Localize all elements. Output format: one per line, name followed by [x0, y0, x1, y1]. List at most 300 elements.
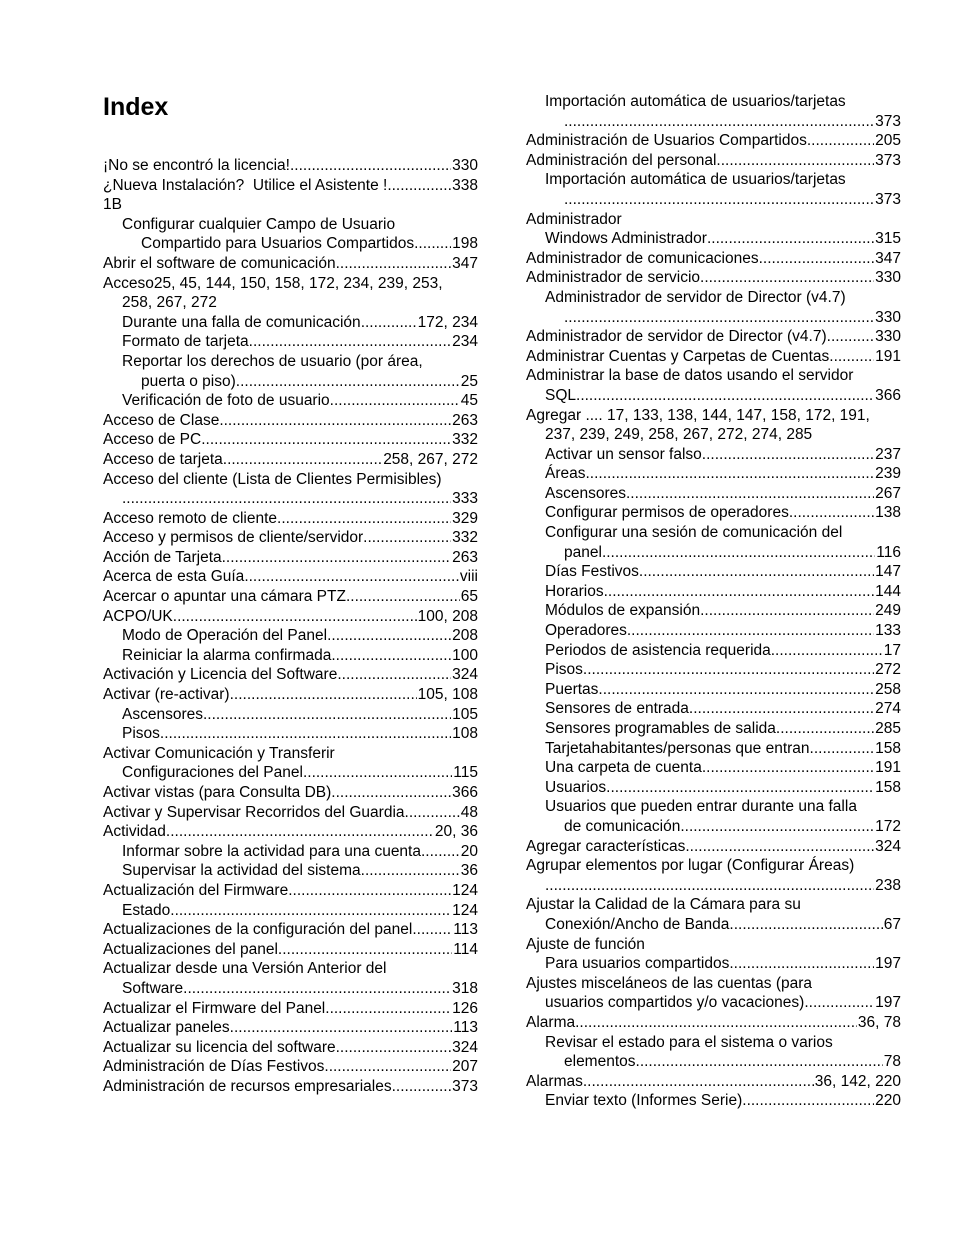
entry-text: Activación y Licencia del Software	[103, 666, 338, 684]
page-number: 197	[875, 994, 901, 1012]
page-number: 285	[875, 720, 901, 737]
dot-leader	[685, 837, 874, 857]
index-entry	[103, 195, 478, 215]
index-entry	[103, 685, 478, 705]
dot-leader	[689, 699, 874, 719]
dot-leader	[160, 724, 451, 744]
index-subentry	[526, 582, 901, 602]
entry-text: Enviar texto (Informes Serie)	[545, 1092, 743, 1110]
dot-leader	[639, 562, 874, 582]
entry-text: panel	[564, 543, 602, 561]
entry-text: Para usuarios compartidos	[545, 955, 730, 973]
index-subentry	[526, 954, 901, 974]
dot-leader	[680, 817, 874, 837]
dot-leader	[636, 1052, 883, 1072]
dot-leader	[166, 822, 434, 842]
index-entry	[103, 567, 478, 587]
page-number: 197	[875, 955, 901, 973]
index-subentry	[526, 797, 901, 836]
dot-leader	[361, 313, 417, 333]
page-number: 205	[875, 132, 901, 150]
index-entry	[103, 881, 478, 901]
page-number: 100, 208	[417, 607, 478, 625]
entry-text: Actualizar su licencia del software	[103, 1038, 336, 1056]
entry-text: Usuarios	[545, 778, 607, 796]
dot-leader	[392, 1077, 452, 1097]
index-entry	[103, 1077, 478, 1097]
page-number: 105, 108	[417, 686, 478, 704]
entry-text: Acceso de tarjeta	[103, 450, 223, 468]
entry-text: Administrador de servidor de Director (v4.7)	[545, 288, 846, 306]
entry-text: Modo de Operación del Panel	[122, 627, 328, 645]
dot-leader	[606, 778, 874, 798]
index-subentry	[526, 92, 901, 131]
page-number: 373	[875, 190, 901, 208]
dot-leader	[583, 660, 874, 680]
dot-leader	[586, 464, 875, 484]
page-number: 36, 78	[857, 1013, 901, 1031]
entry-text: Software	[122, 979, 184, 997]
dot-leader	[759, 249, 875, 269]
page-number: 116	[876, 543, 901, 561]
page-number: 267	[875, 484, 901, 502]
entry-text: usuarios compartidos y/o vacaciones)	[545, 994, 805, 1012]
page-number: 330	[875, 269, 901, 287]
page-number: 332	[452, 431, 478, 449]
entry-text: Administrador de servicio	[526, 269, 701, 287]
entry-text: Alarmas	[526, 1072, 583, 1090]
index-subentry	[103, 861, 478, 881]
page-number: 263	[452, 411, 478, 429]
index-column-left	[103, 156, 478, 1097]
dot-leader	[173, 607, 417, 627]
dot-leader	[405, 803, 460, 823]
index-subentry	[103, 724, 478, 744]
index-entry	[103, 822, 478, 842]
index-entry	[103, 665, 478, 685]
entry-text: Formato de tarjeta	[122, 333, 249, 351]
index-subentry	[103, 313, 478, 333]
page-number: 105	[452, 705, 478, 723]
index-subentry	[103, 626, 478, 646]
entry-text: Módulos de expansión	[545, 602, 701, 620]
entry-text: Acerca de esta Guía	[103, 568, 245, 586]
dot-leader	[771, 641, 883, 661]
entry-text: Acceso del cliente (Lista de Clientes Permisibles)	[103, 470, 442, 488]
index-entry	[103, 254, 478, 274]
index-subentry	[526, 170, 901, 209]
dot-leader	[222, 548, 452, 568]
page-number: 147	[875, 563, 901, 581]
page-number: 113	[453, 921, 478, 939]
dot-leader	[729, 915, 882, 935]
dot-leader	[122, 489, 451, 509]
dot-leader	[290, 156, 451, 176]
dot-leader	[331, 646, 451, 666]
page-number: 373	[875, 112, 901, 130]
entry-text: Actualizar desde una Versión Anterior del	[103, 960, 387, 978]
entry-text: Periodos de asistencia requerida	[545, 641, 771, 659]
entry-text: Acceso25, 45, 144, 150, 158, 172, 234, 239, 253,	[103, 274, 443, 292]
entry-text: Verificación de foto de usuario	[122, 392, 330, 410]
dot-leader	[336, 1038, 452, 1058]
entry-text: Revisar el estado para el sistema o varios	[545, 1033, 833, 1051]
index-entry	[526, 268, 901, 288]
index-entry	[103, 450, 478, 470]
page-number: 258	[875, 680, 901, 698]
entry-text: Actualizaciones de la configuración del panel	[103, 921, 413, 939]
index-entry	[103, 430, 478, 450]
entry-text: Una carpeta de cuenta	[545, 759, 702, 777]
page-number: 366	[875, 386, 901, 404]
entry-text: Importación automática de usuarios/tarjetas	[545, 93, 846, 110]
dot-leader	[742, 1091, 874, 1111]
page-number: 48	[460, 803, 478, 821]
entry-text: Reiniciar la alarma confirmada	[122, 646, 332, 664]
entry-text: de comunicación	[564, 817, 681, 835]
dot-leader	[278, 940, 452, 960]
page-number: 108	[452, 725, 478, 743]
index-entry	[526, 406, 901, 445]
page-number: 158	[875, 778, 901, 796]
page-number: 36	[460, 862, 478, 880]
entry-text: Actividad	[103, 823, 166, 841]
index-subentry	[526, 778, 901, 798]
dot-leader	[223, 450, 382, 470]
entry-text: Administración del personal	[526, 151, 717, 169]
page-number: 258, 267, 272	[383, 450, 478, 468]
page-number: 65	[460, 588, 478, 606]
index-subentry	[526, 503, 901, 523]
entry-text: Abrir el software de comunicación	[103, 254, 336, 272]
entry-text: Informar sobre la actividad para una cuenta	[122, 842, 421, 860]
page-number: 238	[875, 876, 901, 894]
page-number: 191	[875, 347, 901, 365]
page-number: 144	[875, 582, 901, 600]
entry-text: Acceso de PC	[103, 431, 202, 449]
entry-text: Acción de Tarjeta	[103, 548, 222, 566]
index-subentry	[526, 739, 901, 759]
index-subentry	[526, 445, 901, 465]
index-entry	[103, 607, 478, 627]
index-entry	[526, 895, 901, 934]
dot-leader	[363, 528, 451, 548]
entry-text: Activar (re-activar)	[103, 686, 230, 704]
dot-leader	[700, 601, 874, 621]
page-number: 133	[875, 622, 901, 640]
index-subentry	[526, 288, 901, 327]
dot-leader	[325, 999, 451, 1019]
index-subentry	[526, 1091, 901, 1111]
index-subentry	[526, 758, 901, 778]
page-number: 67	[883, 915, 901, 933]
index-entry	[526, 837, 901, 857]
page-number: 272	[875, 661, 901, 679]
entry-text: 237, 239, 249, 258, 267, 272, 274, 285	[545, 426, 813, 444]
entry-text: Agregar características	[526, 837, 686, 855]
dot-leader	[244, 567, 459, 587]
index-subentry	[103, 705, 478, 725]
page-number: 324	[875, 837, 901, 855]
entry-text: Acceso remoto de cliente	[103, 509, 278, 527]
page-number: 17	[883, 641, 901, 659]
index-entry	[526, 347, 901, 367]
index-entry	[103, 744, 478, 783]
page-number: 366	[452, 784, 478, 801]
entry-text: elementos	[564, 1053, 636, 1071]
entry-text: Configurar una sesión de comunicación del	[545, 524, 843, 542]
entry-text: Administrador de comunicaciones	[526, 249, 759, 267]
dot-leader	[700, 268, 874, 288]
entry-text: Pisos	[545, 661, 583, 679]
dot-leader	[387, 176, 451, 196]
dot-leader	[702, 758, 874, 778]
entry-text: Configurar cualquier Campo de Usuario	[122, 215, 396, 233]
entry-text: Reportar los derechos de usuario (por área,	[122, 352, 423, 370]
entry-text: Activar vistas (para Consulta DB)	[103, 784, 332, 801]
entry-text: Acceso de Clase	[103, 411, 220, 429]
index-entry	[526, 327, 901, 347]
index-entry	[526, 1013, 901, 1033]
dot-leader	[303, 763, 452, 783]
entry-text: Días Festivos	[545, 563, 639, 581]
index-entry	[103, 587, 478, 607]
index-entry	[103, 470, 478, 509]
dot-leader	[249, 332, 451, 352]
page-number: 220	[875, 1092, 901, 1110]
index-entry	[526, 935, 901, 955]
entry-text: Acercar o apuntar una cámara PTZ	[103, 588, 346, 606]
index-subentry	[526, 562, 901, 582]
dot-leader	[545, 876, 874, 896]
entry-text: Compartido para Usuarios Compartidos	[141, 235, 415, 253]
index-entry	[103, 803, 478, 823]
dot-leader	[729, 954, 874, 974]
entry-text: Acceso y permisos de cliente/servidor	[103, 529, 364, 547]
page-number: 332	[452, 529, 478, 547]
page-number: 114	[453, 940, 478, 958]
index-subentry	[526, 680, 901, 700]
page-number: 172	[875, 817, 901, 835]
dot-leader	[804, 993, 874, 1013]
page-number: 347	[452, 254, 478, 272]
entry-text: Importación automática de usuarios/tarjetas	[545, 171, 846, 189]
entry-text: Administrador	[526, 210, 622, 228]
entry-text: 258, 267, 272	[122, 294, 217, 312]
entry-text: Administrar la base de datos usando el servidor	[526, 367, 854, 385]
page-number: 208	[452, 627, 478, 645]
page-number: 172, 234	[417, 313, 478, 331]
index-subentry	[526, 523, 901, 562]
entry-text: Administrar Cuentas y Carpetas de Cuentas	[526, 347, 830, 365]
dot-leader	[230, 685, 417, 705]
entry-text: Actualizaciones del panel	[103, 940, 278, 958]
index-subentry	[526, 719, 901, 739]
entry-text: Agregar .... 17, 133, 138, 144, 147, 158, 172, 191,	[526, 406, 870, 424]
index-entry	[526, 1072, 901, 1092]
entry-text: Actualizar paneles	[103, 1019, 230, 1037]
page-number: viii	[459, 568, 478, 586]
entry-text: Ascensores	[122, 705, 203, 723]
entry-text: Áreas	[545, 465, 586, 483]
page-number: 338	[452, 176, 478, 194]
index-subentry	[103, 332, 478, 352]
dot-leader	[201, 430, 451, 450]
index-entry	[103, 959, 478, 998]
dot-leader	[564, 190, 874, 210]
index-entry	[103, 411, 478, 431]
dot-leader	[346, 587, 460, 607]
entry-text: Activar y Supervisar Recorridos del Guardia	[103, 803, 405, 821]
entry-text: Administración de Usuarios Compartidos	[526, 132, 807, 150]
dot-leader	[203, 705, 451, 725]
index-entry	[103, 1018, 478, 1038]
entry-text: Agrupar elementos por lugar (Configurar Áreas)	[526, 857, 855, 875]
dot-leader	[421, 842, 460, 862]
entry-text: Estado	[122, 901, 171, 919]
index-entry	[526, 151, 901, 171]
index-subentry	[103, 646, 478, 666]
index-subentry	[526, 1033, 901, 1072]
page-number: 191	[875, 759, 901, 777]
entry-text: Activar un sensor falso	[545, 445, 702, 463]
dot-leader	[810, 739, 875, 759]
page-number: 330	[875, 328, 901, 346]
dot-leader	[604, 582, 875, 602]
dot-leader	[324, 1057, 451, 1077]
page-number: 324	[452, 666, 478, 684]
page-number: 20, 36	[434, 823, 478, 841]
index-entry	[103, 509, 478, 529]
dot-leader	[576, 386, 874, 406]
dot-leader	[564, 308, 874, 328]
page-number: 126	[452, 999, 478, 1017]
index-entry	[103, 1038, 478, 1058]
index-subentry	[526, 464, 901, 484]
index-entry	[103, 1057, 478, 1077]
index-entry	[526, 856, 901, 895]
entry-text: Sensores programables de salida	[545, 720, 776, 737]
dot-leader	[598, 680, 874, 700]
page-number: 274	[875, 700, 901, 718]
dot-leader	[716, 151, 874, 171]
page-number: 315	[875, 230, 901, 248]
entry-text: ¿Nueva Instalación? Utilice el Asistente !	[103, 176, 388, 194]
page-number: 78	[883, 1053, 901, 1071]
page-number: 249	[875, 602, 901, 620]
index-subentry	[526, 484, 901, 504]
index-entry	[103, 528, 478, 548]
dot-leader	[183, 979, 451, 999]
page-number: 373	[875, 151, 901, 169]
page-number: 113	[453, 1019, 478, 1037]
page-number: 36, 142, 220	[814, 1072, 901, 1090]
index-subentry	[103, 391, 478, 411]
dot-leader	[564, 112, 874, 132]
page-number: 124	[452, 881, 478, 899]
index-entry	[103, 940, 478, 960]
index-entry	[103, 920, 478, 940]
index-subentry	[526, 621, 901, 641]
entry-text: Operadores	[545, 622, 627, 640]
index-entry	[526, 131, 901, 151]
page-number: 115	[453, 764, 478, 782]
index-subentry	[526, 601, 901, 621]
dot-leader	[412, 920, 452, 940]
index-entry	[103, 176, 478, 196]
index-entry	[526, 366, 901, 405]
index-subentry	[103, 352, 478, 391]
dot-leader	[583, 1072, 814, 1092]
dot-leader	[807, 131, 874, 151]
index-subentry	[526, 699, 901, 719]
index-entry	[526, 210, 901, 230]
entry-text: Administración de recursos empresariales	[103, 1077, 392, 1095]
index-entry	[526, 974, 901, 1013]
dot-leader	[330, 391, 460, 411]
entry-text: 1B	[103, 196, 122, 214]
dot-leader	[575, 1013, 857, 1033]
index-subentry	[103, 901, 478, 921]
dot-leader	[627, 621, 874, 641]
page-number: 25	[460, 372, 478, 390]
page-number: 45	[460, 392, 478, 410]
entry-text: Actualización del Firmware	[103, 881, 289, 899]
entry-text: Supervisar la actividad del sistema	[122, 862, 361, 880]
index-subentry	[103, 215, 478, 254]
page-number: 100	[452, 646, 478, 664]
dot-leader	[230, 1018, 453, 1038]
page-number: 237	[875, 445, 901, 463]
page-number: 239	[875, 465, 901, 483]
page-number: 158	[875, 739, 901, 757]
dot-leader	[361, 861, 460, 881]
page-number: 20	[460, 842, 478, 860]
dot-leader	[288, 881, 451, 901]
index-entry	[526, 249, 901, 269]
dot-leader	[336, 254, 452, 274]
entry-text: Ajustes misceláneos de las cuentas (para	[526, 974, 813, 992]
entry-text: Sensores de entrada	[545, 700, 689, 718]
page-number: 263	[452, 548, 478, 566]
index-entry	[103, 274, 478, 313]
dot-leader	[829, 347, 874, 367]
page-number: 329	[452, 509, 478, 527]
page-number: 330	[875, 308, 901, 326]
index-subentry	[103, 842, 478, 862]
page-number: 234	[452, 333, 478, 351]
entry-text: Alarma	[526, 1013, 576, 1031]
index-entry	[103, 999, 478, 1019]
dot-leader	[277, 509, 451, 529]
entry-text: Usuarios que pueden entrar durante una falla	[545, 798, 857, 816]
entry-text: Pisos	[122, 725, 160, 743]
entry-text: SQL	[545, 386, 577, 404]
entry-text: Windows Administrador	[545, 230, 707, 248]
page-number: 333	[452, 490, 478, 508]
page-number: 347	[875, 249, 901, 267]
dot-leader	[331, 783, 451, 803]
dot-leader	[827, 327, 874, 347]
dot-leader	[236, 372, 460, 392]
entry-text: Actualizar el Firmware del Panel	[103, 999, 326, 1017]
page-number: 124	[452, 901, 478, 919]
dot-leader	[219, 411, 451, 431]
page-number: 318	[452, 979, 478, 997]
dot-leader	[327, 626, 451, 646]
entry-text: Administrador de servidor de Director (v4.7)	[526, 328, 827, 346]
entry-text: ¡No se encontró la licencia!	[103, 157, 290, 174]
